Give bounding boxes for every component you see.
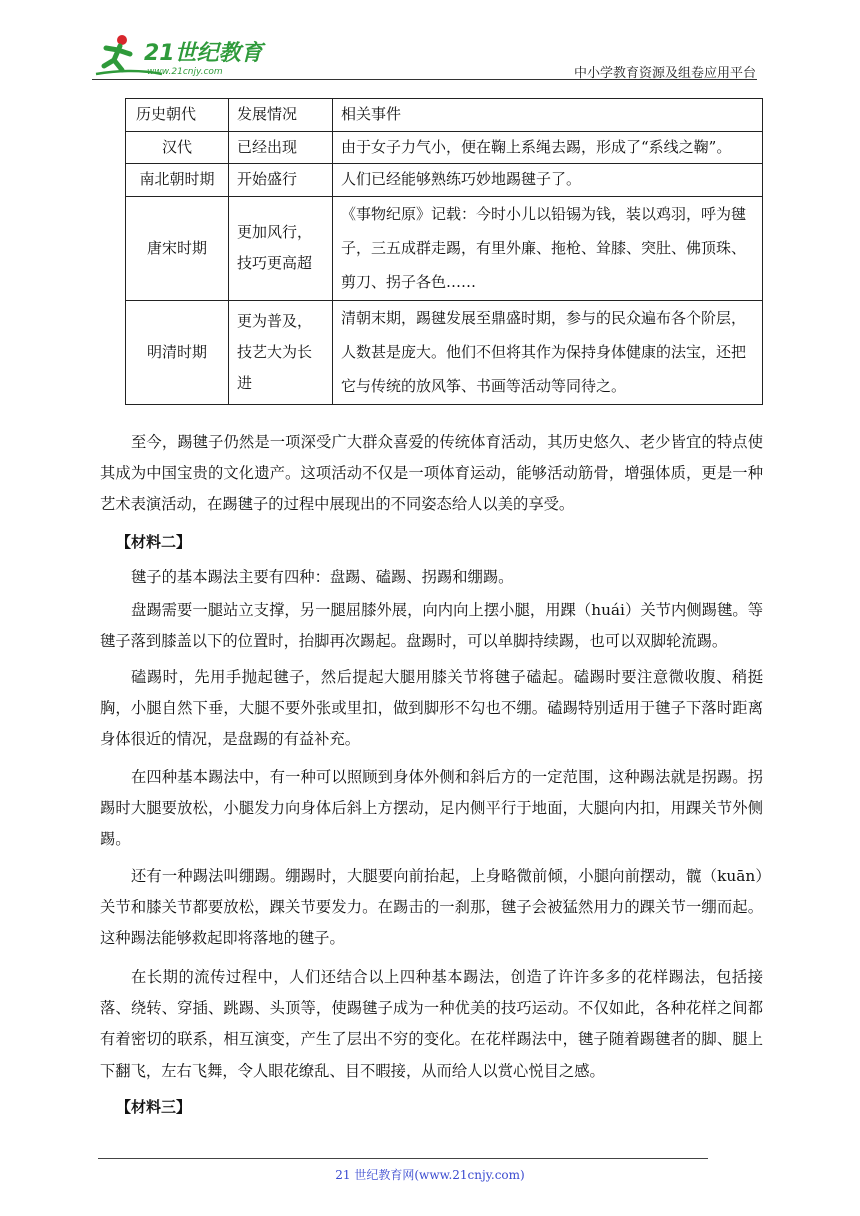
table-header-row: [126, 99, 763, 132]
site-slogan: 中小学教育资源及组卷应用平台: [573, 66, 756, 81]
table-row: [126, 131, 763, 164]
paragraph: 至今，踢毽子仍然是一项深受广大群众喜爱的传统体育活动，其历史悠久、老少皆宜的特点使其成为中国宝贵的文化遗产。这项活动不仅是一项体育运动，能够活动筋骨，增强体质，更是一种艺术表演活动，在踢毽子的过程中展现出的不同姿态给人以美的享受。: [100, 433, 763, 514]
table-cell: 人们已经能够熟练巧妙地踢毽子了。: [333, 164, 763, 197]
table-cell: 更加风行，技巧更高超: [229, 196, 333, 300]
footer-text: 21 世纪教育网(www.21cnjy.com): [335, 1168, 525, 1182]
site-logo: [92, 30, 272, 82]
table-cell: 《事物纪原》记载：今时小儿以铅锡为钱，装以鸡羽，呼为毽子，三五成群走踢，有里外廉、拖枪、耸膝、突肚、佛顶珠、剪刀、拐子各色……: [333, 196, 763, 300]
logo-url-text: www.21cnjy.com: [147, 67, 223, 77]
table-cell: 已经出现: [229, 131, 333, 164]
paragraph: 磕踢时，先用手抛起毽子，然后提起大腿用膝关节将毽子磕起。磕踢时要注意微收腹、稍挺胸，小腿自然下垂，大腿不要外张或里扣，做到脚形不勾也不绷。磕踢特别适用于毽子下落时距离身体很近的情况，是盘踢的有益补充。: [100, 668, 763, 749]
table-cell: 开始盛行: [229, 164, 333, 197]
paragraph: 在长期的流传过程中，人们还结合以上四种基本踢法，创造了许许多多的花样踢法，包括接落、绕转、穿插、跳踢、头顶等，使踢毽子成为一种优美的技巧运动。不仅如此，各种花样之间都有着密切的联系，相互演变，产生了层出不穷的变化。在花样踢法中，毽子随着踢毽者的脚、腿上下翻飞，左右飞舞，令人眼花缭乱、目不暇接，从而给人以赏心悦目之感。: [100, 968, 763, 1080]
table-cell: 明清时期: [126, 300, 229, 404]
table-cell: 汉代: [126, 131, 229, 164]
table-cell: 更为普及，技艺大为长进: [229, 300, 333, 404]
table-row: [126, 300, 763, 404]
table-row: [126, 164, 763, 197]
paragraph: 还有一种踢法叫绷踢。绷踢时，大腿要向前抬起，上身略微前倾，小腿向前摆动，髋（kuān）关节和膝关节都要放松，踝关节要发力。在踢击的一刹那，毽子会被猛然用力的踝关节一绷而起。这种踢法能够救起即将落地的毽子。: [100, 867, 763, 948]
section-heading: 【材料二】: [116, 533, 192, 551]
header-divider: [92, 79, 757, 80]
page-header: [0, 0, 860, 90]
section-heading: 【材料三】: [116, 1098, 192, 1116]
table-cell: 由于女子力气小，便在鞠上系绳去踢，形成了“系线之鞠”。: [333, 131, 763, 164]
header-cell: 历史朝代: [126, 99, 229, 132]
header-cell: 发展情况: [229, 99, 333, 132]
paragraph: 在四种基本踢法中，有一种可以照顾到身体外侧和斜后方的一定范围，这种踢法就是拐踢。拐踢时大腿要放松，小腿发力向身体后斜上方摆动，足内侧平行于地面，大腿向内扣，用踝关节外侧踢。: [100, 768, 763, 849]
table-cell: 清朝末期，踢毽发展至鼎盛时期，参与的民众遍布各个阶层，人数甚是庞大。他们不但将其作为保持身体健康的法宝，还把它与传统的放风筝、书画等活动等同待之。: [333, 300, 763, 404]
footer-divider: [98, 1158, 708, 1159]
logo-text: 21世纪教育: [144, 41, 263, 66]
paragraph: 盘踢需要一腿站立支撑，另一腿屈膝外展，向内向上摆小腿，用踝（huái）关节内侧踢毽。等毽子落到膝盖以下的位置时，抬脚再次踢起。盘踢时，可以单脚持续踢，也可以双脚轮流踢。: [100, 601, 763, 651]
header-cell: 相关事件: [333, 99, 763, 132]
table-row: [126, 196, 763, 300]
paragraph: 毽子的基本踢法主要有四种：盘踢、磕踢、拐踢和绷踢。: [131, 568, 514, 586]
history-table: [125, 98, 763, 405]
table-cell: 南北朝时期: [126, 164, 229, 197]
table-cell: 唐宋时期: [126, 196, 229, 300]
